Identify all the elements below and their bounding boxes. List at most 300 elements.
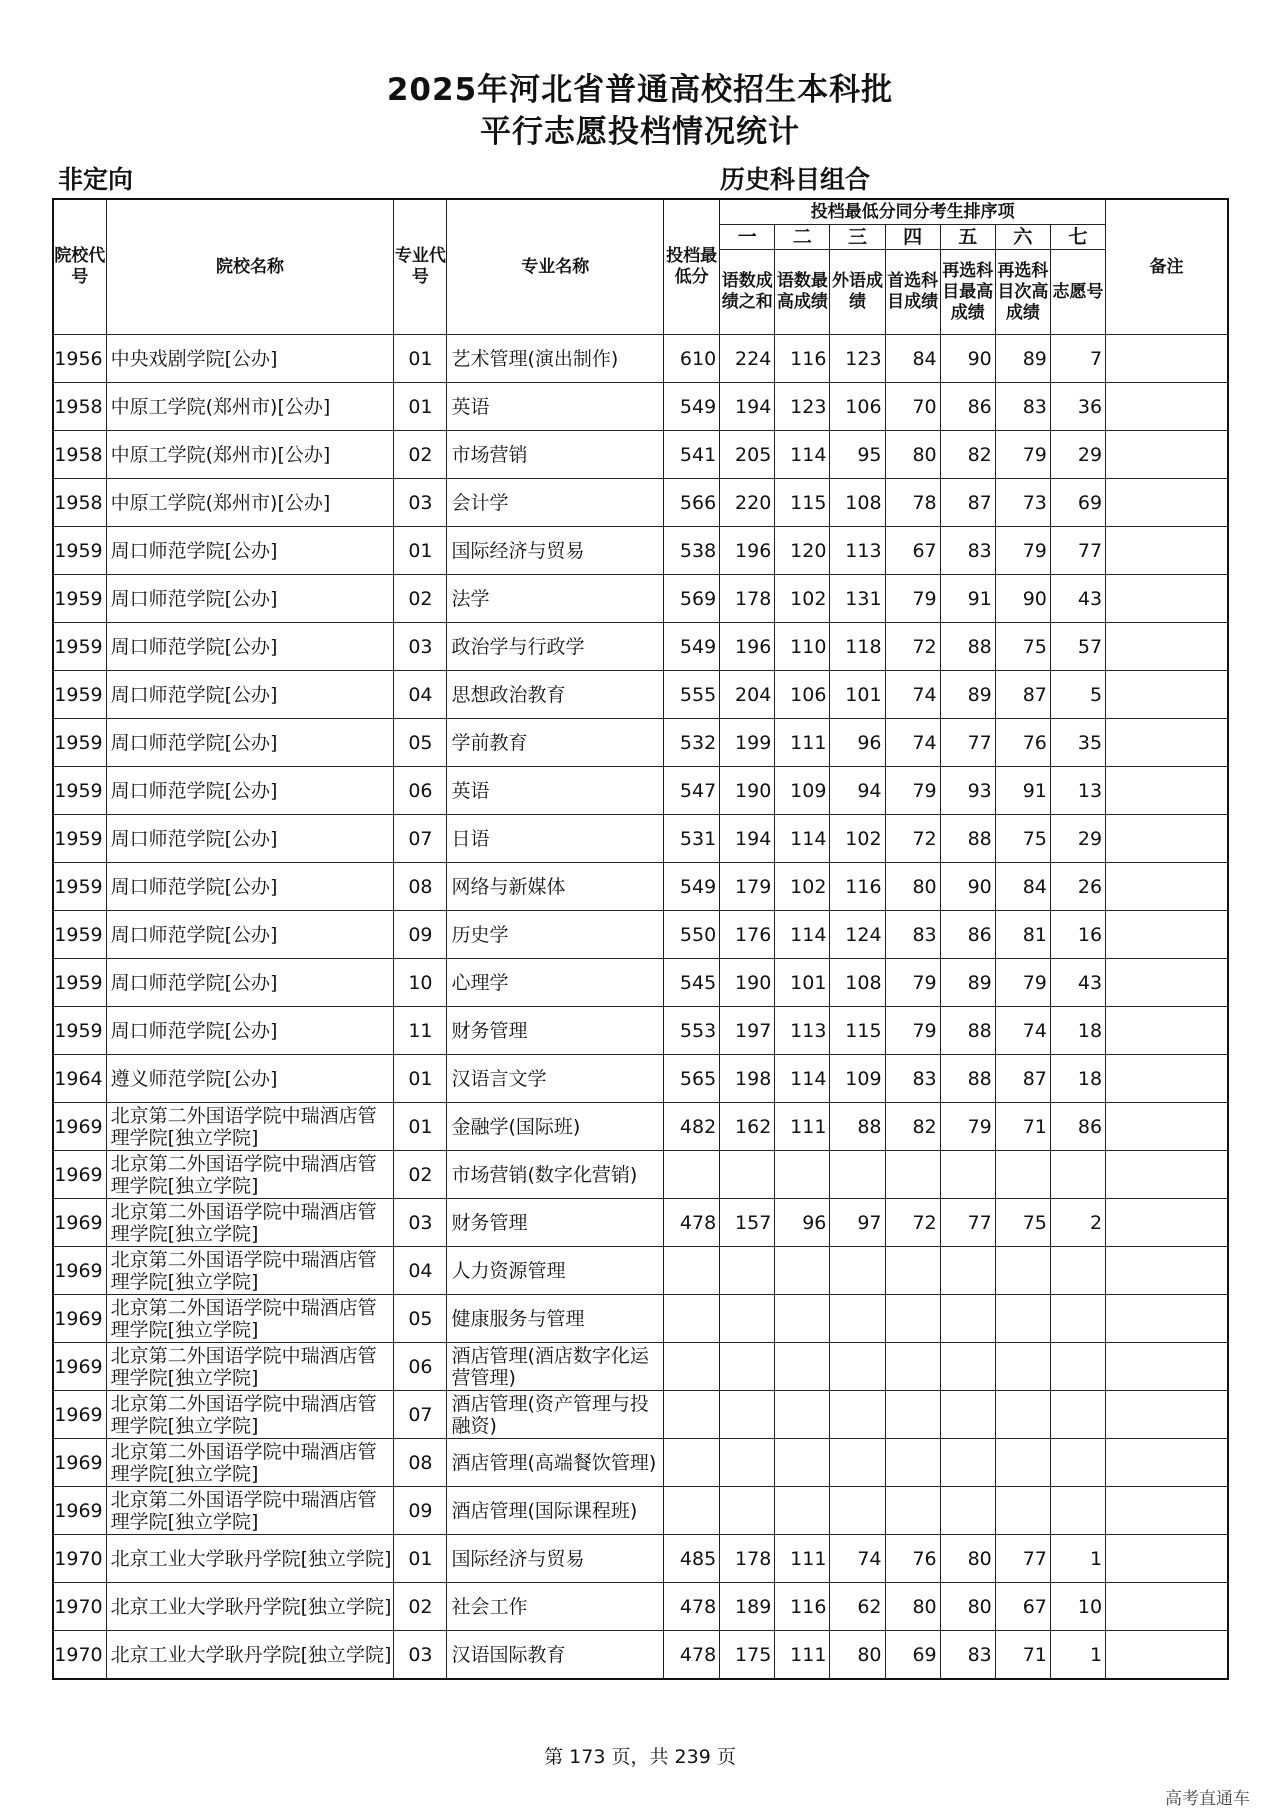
cell-elective-highest: 88 (940, 1055, 995, 1103)
cell-major-code: 04 (394, 671, 447, 719)
cell-school-name: 北京第二外国语学院中瑞酒店管理学院[独立学院] (106, 1151, 394, 1199)
cell-max-chinese-math: 109 (775, 767, 830, 815)
cell-remark (1106, 1055, 1228, 1103)
cell-major-code: 10 (394, 959, 447, 1007)
cell-remark (1106, 1535, 1228, 1583)
cell-preference-number: 7 (1050, 335, 1105, 383)
cell-remark (1106, 1295, 1228, 1343)
cell-max-chinese-math: 106 (775, 671, 830, 719)
cell-foreign-language: 80 (830, 1631, 885, 1680)
cell-max-chinese-math: 116 (775, 335, 830, 383)
cell-max-chinese-math: 111 (775, 719, 830, 767)
cell-min-score: 532 (664, 719, 720, 767)
table-row (53, 863, 1228, 911)
cell-min-score: 549 (664, 623, 720, 671)
cell-first-subject (885, 1439, 940, 1487)
cell-max-chinese-math: 111 (775, 1631, 830, 1680)
cell-major-code: 08 (394, 863, 447, 911)
cell-preference-number (1050, 1151, 1105, 1199)
header-min-score: 投档最低分 (664, 199, 720, 335)
cell-max-chinese-math (775, 1343, 830, 1391)
cell-foreign-language: 123 (830, 335, 885, 383)
cell-school-name: 周口师范学院[公办] (106, 719, 394, 767)
header-order: 五 (940, 225, 995, 250)
cell-first-subject: 76 (885, 1535, 940, 1583)
cell-min-score: 531 (664, 815, 720, 863)
cell-school-name: 北京第二外国语学院中瑞酒店管理学院[独立学院] (106, 1199, 394, 1247)
cell-school-code: 1956 (53, 335, 106, 383)
cell-elective-second (995, 1439, 1050, 1487)
cell-sum-chinese-math: 179 (720, 863, 775, 911)
cell-first-subject: 72 (885, 1199, 940, 1247)
table-row (53, 1343, 1228, 1391)
cell-min-score (664, 1151, 720, 1199)
cell-major-name: 健康服务与管理 (447, 1295, 664, 1343)
cell-school-code: 1959 (53, 575, 106, 623)
cell-first-subject: 84 (885, 335, 940, 383)
cell-elective-second: 76 (995, 719, 1050, 767)
cell-first-subject: 80 (885, 1583, 940, 1631)
cell-major-name: 日语 (447, 815, 664, 863)
cell-preference-number: 69 (1050, 479, 1105, 527)
cell-first-subject (885, 1247, 940, 1295)
cell-max-chinese-math: 116 (775, 1583, 830, 1631)
cell-sum-chinese-math (720, 1391, 775, 1439)
cell-remark (1106, 1343, 1228, 1391)
cell-major-name: 艺术管理(演出制作) (447, 335, 664, 383)
cell-school-name: 周口师范学院[公办] (106, 863, 394, 911)
cell-sum-chinese-math: 224 (720, 335, 775, 383)
cell-foreign-language: 131 (830, 575, 885, 623)
cell-first-subject (885, 1151, 940, 1199)
header-item: 志愿号 (1050, 250, 1105, 335)
cell-major-name: 会计学 (447, 479, 664, 527)
cell-foreign-language: 97 (830, 1199, 885, 1247)
cell-min-score (664, 1391, 720, 1439)
table-row (53, 1391, 1228, 1439)
cell-school-name: 中央戏剧学院[公办] (106, 335, 394, 383)
header-school-code: 院校代号 (53, 199, 106, 335)
cell-school-code: 1959 (53, 1007, 106, 1055)
cell-sum-chinese-math: 162 (720, 1103, 775, 1151)
cell-foreign-language: 118 (830, 623, 885, 671)
cell-elective-second: 90 (995, 575, 1050, 623)
cell-elective-second: 87 (995, 671, 1050, 719)
table-row (53, 431, 1228, 479)
cell-remark (1106, 335, 1228, 383)
cell-elective-highest: 91 (940, 575, 995, 623)
cell-first-subject: 70 (885, 383, 940, 431)
cell-elective-second (995, 1391, 1050, 1439)
cell-major-name: 学前教育 (447, 719, 664, 767)
cell-max-chinese-math: 110 (775, 623, 830, 671)
header-major-code: 专业代号 (394, 199, 447, 335)
cell-elective-second: 73 (995, 479, 1050, 527)
cell-major-name: 心理学 (447, 959, 664, 1007)
table-row (53, 1583, 1228, 1631)
cell-preference-number: 35 (1050, 719, 1105, 767)
header-item: 再选科目次高成绩 (995, 250, 1050, 335)
cell-school-code: 1964 (53, 1055, 106, 1103)
cell-foreign-language: 96 (830, 719, 885, 767)
cell-school-code: 1970 (53, 1631, 106, 1680)
cell-sum-chinese-math: 178 (720, 1535, 775, 1583)
cell-preference-number (1050, 1343, 1105, 1391)
cell-min-score: 541 (664, 431, 720, 479)
cell-sum-chinese-math (720, 1295, 775, 1343)
cell-elective-second: 83 (995, 383, 1050, 431)
header-item: 外语成绩 (830, 250, 885, 335)
cell-school-code: 1969 (53, 1199, 106, 1247)
cell-elective-highest: 79 (940, 1103, 995, 1151)
cell-school-name: 北京第二外国语学院中瑞酒店管理学院[独立学院] (106, 1103, 394, 1151)
cell-preference-number: 5 (1050, 671, 1105, 719)
cell-first-subject (885, 1391, 940, 1439)
cell-major-name: 历史学 (447, 911, 664, 959)
cell-max-chinese-math: 113 (775, 1007, 830, 1055)
cell-sum-chinese-math: 205 (720, 431, 775, 479)
cell-remark (1106, 623, 1228, 671)
page-subtitle: 平行志愿投档情况统计 (480, 114, 800, 150)
cell-min-score: 565 (664, 1055, 720, 1103)
cell-school-code: 1959 (53, 527, 106, 575)
cell-school-name: 周口师范学院[公办] (106, 1007, 394, 1055)
cell-elective-highest: 89 (940, 671, 995, 719)
table-row (53, 1199, 1228, 1247)
cell-max-chinese-math: 114 (775, 431, 830, 479)
cell-major-code: 02 (394, 1151, 447, 1199)
cell-major-code: 09 (394, 911, 447, 959)
cell-first-subject: 67 (885, 527, 940, 575)
header-order: 六 (995, 225, 1050, 250)
table-row (53, 527, 1228, 575)
cell-foreign-language (830, 1151, 885, 1199)
cell-min-score: 538 (664, 527, 720, 575)
cell-max-chinese-math: 120 (775, 527, 830, 575)
cell-elective-second: 87 (995, 1055, 1050, 1103)
cell-school-name: 中原工学院(郑州市)[公办] (106, 479, 394, 527)
cell-elective-highest: 88 (940, 1007, 995, 1055)
cell-elective-highest: 87 (940, 479, 995, 527)
cell-elective-second: 91 (995, 767, 1050, 815)
cell-max-chinese-math: 114 (775, 911, 830, 959)
table-row (53, 1487, 1228, 1535)
admission-table (52, 198, 1229, 1680)
cell-major-name: 汉语国际教育 (447, 1631, 664, 1680)
cell-major-code: 02 (394, 431, 447, 479)
cell-foreign-language (830, 1343, 885, 1391)
table-row (53, 911, 1228, 959)
cell-major-name: 酒店管理(高端餐饮管理) (447, 1439, 664, 1487)
cell-foreign-language: 113 (830, 527, 885, 575)
header-item: 语数最高成绩 (775, 250, 830, 335)
header-major-name: 专业名称 (447, 199, 664, 335)
cell-preference-number: 77 (1050, 527, 1105, 575)
cell-school-name: 北京第二外国语学院中瑞酒店管理学院[独立学院] (106, 1487, 394, 1535)
cell-first-subject: 69 (885, 1631, 940, 1680)
cell-major-name: 酒店管理(资产管理与投融资) (447, 1391, 664, 1439)
cell-elective-second: 67 (995, 1583, 1050, 1631)
cell-school-code: 1959 (53, 623, 106, 671)
cell-foreign-language: 116 (830, 863, 885, 911)
cell-remark (1106, 1151, 1228, 1199)
cell-elective-second: 81 (995, 911, 1050, 959)
cell-sum-chinese-math: 199 (720, 719, 775, 767)
cell-school-name: 北京第二外国语学院中瑞酒店管理学院[独立学院] (106, 1343, 394, 1391)
cell-school-code: 1959 (53, 863, 106, 911)
cell-max-chinese-math: 102 (775, 863, 830, 911)
cell-elective-highest: 80 (940, 1583, 995, 1631)
cell-major-code: 04 (394, 1247, 447, 1295)
header-item: 语数成绩之和 (720, 250, 775, 335)
table-row (53, 1535, 1228, 1583)
cell-min-score: 485 (664, 1535, 720, 1583)
cell-school-name: 北京第二外国语学院中瑞酒店管理学院[独立学院] (106, 1247, 394, 1295)
cell-major-code: 02 (394, 1583, 447, 1631)
cell-preference-number (1050, 1439, 1105, 1487)
cell-major-code: 06 (394, 1343, 447, 1391)
cell-school-code: 1969 (53, 1391, 106, 1439)
cell-school-code: 1958 (53, 431, 106, 479)
cell-elective-highest: 88 (940, 623, 995, 671)
cell-preference-number: 18 (1050, 1055, 1105, 1103)
cell-sum-chinese-math: 178 (720, 575, 775, 623)
table-body (53, 335, 1228, 1680)
cell-sum-chinese-math: 194 (720, 383, 775, 431)
cell-school-code: 1959 (53, 767, 106, 815)
cell-foreign-language: 108 (830, 959, 885, 1007)
cell-elective-second (995, 1343, 1050, 1391)
cell-preference-number: 43 (1050, 575, 1105, 623)
cell-major-name: 网络与新媒体 (447, 863, 664, 911)
cell-remark (1106, 1247, 1228, 1295)
cell-school-name: 周口师范学院[公办] (106, 767, 394, 815)
cell-school-name: 周口师范学院[公办] (106, 671, 394, 719)
cell-elective-second: 79 (995, 959, 1050, 1007)
cell-foreign-language: 102 (830, 815, 885, 863)
cell-sum-chinese-math: 175 (720, 1631, 775, 1680)
cell-major-name: 人力资源管理 (447, 1247, 664, 1295)
cell-major-name: 法学 (447, 575, 664, 623)
cell-major-name: 市场营销(数字化营销) (447, 1151, 664, 1199)
cell-school-code: 1970 (53, 1583, 106, 1631)
cell-major-name: 政治学与行政学 (447, 623, 664, 671)
cell-preference-number: 36 (1050, 383, 1105, 431)
cell-foreign-language (830, 1439, 885, 1487)
cell-max-chinese-math: 102 (775, 575, 830, 623)
cell-preference-number: 26 (1050, 863, 1105, 911)
cell-first-subject: 72 (885, 815, 940, 863)
cell-first-subject (885, 1487, 940, 1535)
cell-major-code: 05 (394, 1295, 447, 1343)
cell-sum-chinese-math: 194 (720, 815, 775, 863)
cell-school-code: 1970 (53, 1535, 106, 1583)
cell-sum-chinese-math: 190 (720, 767, 775, 815)
cell-sum-chinese-math (720, 1439, 775, 1487)
cell-min-score: 566 (664, 479, 720, 527)
cell-elective-highest (940, 1343, 995, 1391)
cell-elective-second: 75 (995, 815, 1050, 863)
table-row (53, 1055, 1228, 1103)
cell-preference-number: 18 (1050, 1007, 1105, 1055)
cell-max-chinese-math: 96 (775, 1199, 830, 1247)
cell-elective-second (995, 1151, 1050, 1199)
cell-elective-highest: 77 (940, 1199, 995, 1247)
cell-remark (1106, 1439, 1228, 1487)
cell-max-chinese-math: 123 (775, 383, 830, 431)
cell-major-name: 汉语言文学 (447, 1055, 664, 1103)
cell-school-name: 遵义师范学院[公办] (106, 1055, 394, 1103)
cell-remark (1106, 719, 1228, 767)
cell-foreign-language: 109 (830, 1055, 885, 1103)
cell-first-subject: 79 (885, 959, 940, 1007)
cell-foreign-language: 88 (830, 1103, 885, 1151)
cell-major-name: 财务管理 (447, 1007, 664, 1055)
cell-major-name: 社会工作 (447, 1583, 664, 1631)
cell-min-score: 555 (664, 671, 720, 719)
cell-remark (1106, 1007, 1228, 1055)
cell-elective-second: 89 (995, 335, 1050, 383)
table-row (53, 1103, 1228, 1151)
cell-major-name: 思想政治教育 (447, 671, 664, 719)
cell-major-code: 01 (394, 1535, 447, 1583)
cell-school-code: 1969 (53, 1247, 106, 1295)
cell-elective-highest: 82 (940, 431, 995, 479)
cell-school-name: 中原工学院(郑州市)[公办] (106, 383, 394, 431)
table-row (53, 1151, 1228, 1199)
cell-foreign-language: 101 (830, 671, 885, 719)
cell-elective-second: 71 (995, 1103, 1050, 1151)
cell-remark (1106, 1199, 1228, 1247)
cell-school-name: 北京第二外国语学院中瑞酒店管理学院[独立学院] (106, 1439, 394, 1487)
cell-remark (1106, 671, 1228, 719)
cell-sum-chinese-math: 176 (720, 911, 775, 959)
cell-major-name: 国际经济与贸易 (447, 527, 664, 575)
cell-foreign-language (830, 1295, 885, 1343)
cell-school-code: 1969 (53, 1103, 106, 1151)
cell-sum-chinese-math: 196 (720, 527, 775, 575)
cell-min-score: 549 (664, 863, 720, 911)
header-order: 一 (720, 225, 775, 250)
cell-sum-chinese-math: 190 (720, 959, 775, 1007)
cell-min-score (664, 1439, 720, 1487)
cell-school-code: 1969 (53, 1295, 106, 1343)
table-row (53, 1007, 1228, 1055)
table-row (53, 335, 1228, 383)
header-order: 七 (1050, 225, 1105, 250)
cell-sum-chinese-math (720, 1151, 775, 1199)
cell-min-score: 553 (664, 1007, 720, 1055)
cell-foreign-language: 108 (830, 479, 885, 527)
cell-remark (1106, 767, 1228, 815)
cell-foreign-language (830, 1247, 885, 1295)
cell-first-subject: 80 (885, 863, 940, 911)
cell-min-score: 549 (664, 383, 720, 431)
cell-school-code: 1969 (53, 1343, 106, 1391)
cell-min-score: 545 (664, 959, 720, 1007)
cell-school-code: 1969 (53, 1151, 106, 1199)
cell-min-score: 478 (664, 1631, 720, 1680)
cell-preference-number: 16 (1050, 911, 1105, 959)
cell-remark (1106, 1631, 1228, 1680)
cell-max-chinese-math: 114 (775, 1055, 830, 1103)
cell-min-score (664, 1343, 720, 1391)
cell-first-subject: 79 (885, 767, 940, 815)
cell-major-code: 01 (394, 383, 447, 431)
cell-major-code: 01 (394, 1055, 447, 1103)
cell-school-code: 1958 (53, 383, 106, 431)
header-order: 二 (775, 225, 830, 250)
cell-foreign-language: 124 (830, 911, 885, 959)
cell-first-subject: 83 (885, 911, 940, 959)
cell-first-subject: 74 (885, 671, 940, 719)
cell-sum-chinese-math (720, 1247, 775, 1295)
cell-school-name: 北京工业大学耿丹学院[独立学院] (106, 1583, 394, 1631)
subject-combination-label: 历史科目组合 (720, 165, 871, 194)
cell-school-code: 1959 (53, 671, 106, 719)
cell-elective-second: 75 (995, 623, 1050, 671)
cell-preference-number: 10 (1050, 1583, 1105, 1631)
cell-school-code: 1959 (53, 815, 106, 863)
cell-first-subject: 74 (885, 719, 940, 767)
cell-major-code: 08 (394, 1439, 447, 1487)
table-row (53, 959, 1228, 1007)
header-order: 三 (830, 225, 885, 250)
cell-elective-highest (940, 1487, 995, 1535)
cell-foreign-language: 74 (830, 1535, 885, 1583)
header-item: 首选科目成绩 (885, 250, 940, 335)
header-school-name: 院校名称 (106, 199, 394, 335)
cell-school-name: 周口师范学院[公办] (106, 623, 394, 671)
cell-major-code: 05 (394, 719, 447, 767)
cell-major-code: 03 (394, 1631, 447, 1680)
cell-min-score: 610 (664, 335, 720, 383)
page-number: 第 173 页，共 239 页 (544, 1746, 736, 1768)
category-label: 非定向 (58, 165, 134, 194)
cell-major-name: 英语 (447, 767, 664, 815)
cell-max-chinese-math: 111 (775, 1103, 830, 1151)
cell-elective-highest: 77 (940, 719, 995, 767)
cell-remark (1106, 575, 1228, 623)
cell-elective-highest: 89 (940, 959, 995, 1007)
table-row (53, 719, 1228, 767)
cell-elective-second: 71 (995, 1631, 1050, 1680)
table-row (53, 623, 1228, 671)
cell-major-code: 06 (394, 767, 447, 815)
cell-school-name: 北京工业大学耿丹学院[独立学院] (106, 1535, 394, 1583)
cell-remark (1106, 383, 1228, 431)
header-tie-break: 投档最低分同分考生排序项 (720, 199, 1106, 225)
cell-max-chinese-math: 114 (775, 815, 830, 863)
cell-school-name: 周口师范学院[公办] (106, 959, 394, 1007)
cell-first-subject: 80 (885, 431, 940, 479)
cell-major-name: 英语 (447, 383, 664, 431)
cell-remark (1106, 1391, 1228, 1439)
cell-sum-chinese-math: 189 (720, 1583, 775, 1631)
cell-preference-number: 43 (1050, 959, 1105, 1007)
cell-major-name: 财务管理 (447, 1199, 664, 1247)
cell-school-code: 1958 (53, 479, 106, 527)
cell-remark (1106, 527, 1228, 575)
cell-elective-second: 84 (995, 863, 1050, 911)
cell-school-name: 北京第二外国语学院中瑞酒店管理学院[独立学院] (106, 1391, 394, 1439)
cell-preference-number: 57 (1050, 623, 1105, 671)
cell-sum-chinese-math (720, 1487, 775, 1535)
cell-school-name: 周口师范学院[公办] (106, 527, 394, 575)
cell-elective-highest: 86 (940, 383, 995, 431)
cell-min-score (664, 1487, 720, 1535)
cell-major-name: 市场营销 (447, 431, 664, 479)
